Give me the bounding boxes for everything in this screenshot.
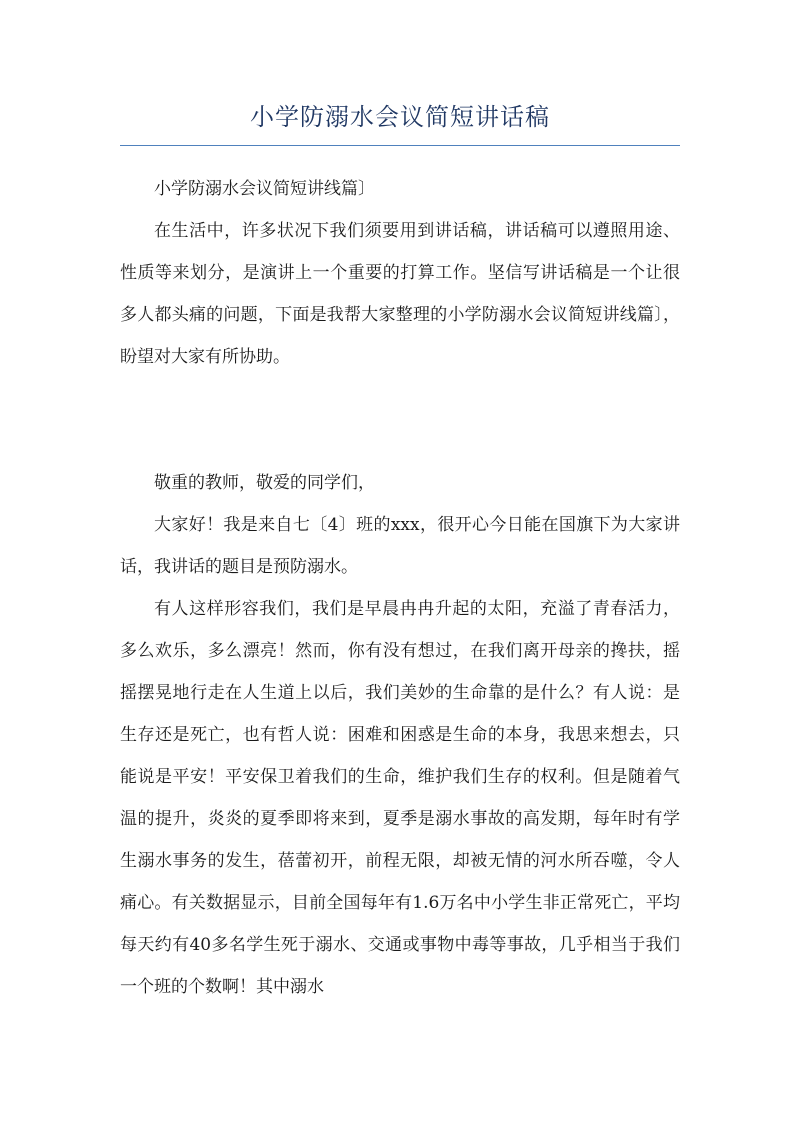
paragraph-main: 有人这样形容我们，我们是早晨冉冉升起的太阳，充溢了青春活力，多么欢乐，多么漂亮！然而，你有没有想过，在我们离开母亲的搀扶，摇摇摆晃地行走在人生道上以后，我们美妙的生命靠的是什么？有人说：是生存还是死亡，也有哲人说：困难和困惑是生命的本身，我思来想去，只能说是平安！平安保卫着我们的生命，维护我们生存的权利。但是随着气温的提升，炎炎的夏季即将来到，夏季是溺水事故的高发期，每年时有学生溺水事务的发生，蓓蕾初开，前程无限，却被无情的河水所吞噬，令人痛心。有关数据显示，目前全国每年有1.6万名中小学生非正常死亡，平均每天约有40多名学生死于溺水、交通或事物中毒等事故，几乎相当于我们一个班的个数啊！其中溺水 bbox=[120, 599, 680, 997]
title-underline bbox=[120, 145, 680, 146]
document-title: 小学防溺水会议简短讲话稿 bbox=[250, 103, 550, 131]
document-body bbox=[120, 168, 680, 1008]
paragraph-salutation: 敬重的教师，敬爱的同学们， bbox=[154, 473, 375, 493]
paragraph-subtitle: 小学防溺水会议简短讲线篇〕 bbox=[154, 179, 375, 199]
paragraph-greeting: 大家好！我是来自七〔4〕班的xxx，很开心今日能在国旗下为大家讲话，我讲话的题目是预防溺水。 bbox=[120, 515, 680, 577]
paragraph-intro: 在生活中，许多状况下我们须要用到讲话稿，讲话稿可以遵照用途、性质等来划分，是演讲上一个重要的打算工作。坚信写讲话稿是一个让很多人都头痛的问题，下面是我帮大家整理的小学防溺水会议简短讲线篇〕，盼望对大家有所协助。 bbox=[120, 221, 680, 367]
